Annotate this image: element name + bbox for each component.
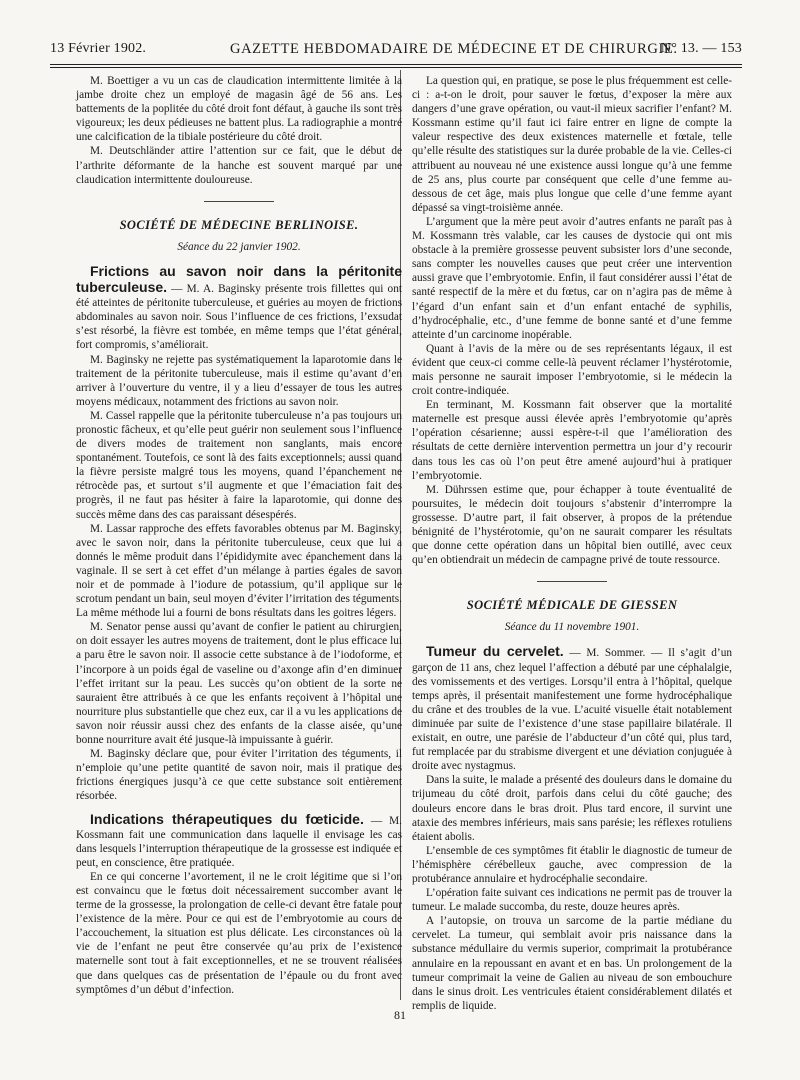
paragraph: En ce qui concerne l’avortement, il ne le croit légitime que si l’on est convaincu que le fœtus doit nécessairement succomber avant le terme de la grossesse, la prolongation de celle-ci devant être fatale pour l’existence de la mère. Pour ce qui est de l’embryotomie au cours de l’accouchement, la situation est plus délicate. Les circonstances où la vie de l’enfant ne peut être conservée qu’au prix de l’existence maternelle sont tout à fait exceptionnelles, et ne se trouvent réalisées que dans quelques cas de présentation de l’épaule ou du front avec symptômes d’un début d’infection. xyxy=(76,870,402,996)
page-number: 81 xyxy=(394,1008,406,1022)
paragraph: — M. A. Baginsky présente trois fillettes qui ont été atteintes de péritonite tuberculeuse, et guéries au moyen de frictions abdominales au savon noir. Sous l’influence de ces frictions, l’exsudat s’est résorbé, la fièvre est tombée, en même temps que l’état général, fort compromis, s’améliorait. xyxy=(76,283,402,352)
session-date: Séance du 11 novembre 1901. xyxy=(504,621,640,634)
paragraph: M. Cassel rappelle que la péritonite tuberculeuse n’a pas toujours un pronostic fâcheux, et qu’elle peut guérir non seulement sous l’influence de divers modes de traitement non sanglants, mais encore spontanément. Toutefois, ce sont là des faits exceptionnels; aussi quand la fièvre persiste malgré tous les moyens, quand l’épanchement ne rétrocède pas, et surtout s’il augmente et que l’émaciation fait des progrès, il ne faut pas hésiter à faire la laparotomie, qui donne des succès même dans des cas paraissant désespérés. xyxy=(76,409,402,521)
paragraph: M. Baginsky ne rejette pas systématiquement la laparotomie dans le traitement de la péritonite tuberculeuse, mais il estime qu’avant d’en arriver à l’ouverture du ventre, il y a lieu d’essayer de tous les autres moyens médicaux, notamment des frictions au savon noir. xyxy=(76,353,402,408)
article-heading: Indications thérapeutiques du fœticide. xyxy=(90,810,364,827)
paragraph: La question qui, en pratique, se pose le plus fréquemment est celle-ci : a-t-on le droit, pour sauver le fœtus, d’exposer la mère aux dangers d’une grave opération, ou vaut-il mieux sacrifier l’enfant? M. Kossmann estime qu’il faut ici faire entrer en ligne de compte la valeur respective des deux existences maternelle et fœtale, telle qu’elle résulte des statistiques sur la durée probable de la vie. Celles-ci attribuent au nouveau né une existence aussi longue qu’à une femme de 25 ans, plus courte par conséquent que celle d’une femme au-dessous de cet âge, mais plus longue que celle d’une femme ayant dépassé sa vingt-troisième année. xyxy=(412,75,732,214)
section-title: SOCIÉTÉ DE MÉDECINE BERLINOISE. xyxy=(119,217,359,232)
separator-rule xyxy=(537,581,607,582)
paragraph: En terminant, M. Kossmann fait observer que la mortalité maternelle est presque aussi élevée après l’embryotomie qu’après l’opération césarienne; aussi espère-t-il que l’amélioration des résultats de cette dernière intervention permettra un jour d’y recourir dans tous les cas où l’on peut être amené aujourd’hui à pratiquer l’embryotomie. xyxy=(412,399,732,482)
paragraph: — M. Kossmann fait une communication dans laquelle il envisage les cas dans lesquels l’interruption thérapeutique de la grossesse est indiquée et peut, en conscience, être pratiquée. xyxy=(76,814,402,869)
paragraph: M. Boettiger a vu un cas de claudication intermittente limitée à la jambe droite chez un employé de magasin âgé de 56 ans. Les battements de la poplitée du côté droit font défaut, à gauche ils sont très vigoureux; les deux pédieuses ne battent plus. La radiographie a montré une calcification de la tibiale postérieure du côté droit. xyxy=(76,75,402,144)
paragraph: Dans la suite, le malade a présenté des douleurs dans le domaine du trijumeau du côté droit, parfois dans celui du côté gauche; des douleurs encore dans le bras droit. Plus tard encore, il survint une ataxie des membres inférieurs, mais sans parésie; les réflexes rotuliens étaient abolis. xyxy=(412,774,732,843)
paragraph: — M. Sommer. — Il s’agit d’un garçon de 11 ans, chez lequel l’affection a débuté par une céphalalgie, des vomissements et des vertiges. Lorsqu’il entra à l’hôpital, quelque temps après, il présentait manifestement une forme hydrocéphalique du crâne et des troubles de la vue. L’acuité visuelle était notablement diminuée par suite de l’existence d’une stase papillaire bilatérale. Il existait, en outre, une parésie de l’abducteur d’un côté qui, plus tard, fut remplacée par du strabisme divergent et une déviation conjuguée à droite avec nystagmus. xyxy=(412,647,732,773)
paragraph: M. Dührssen estime que, pour échapper à toute éventualité de poursuites, le médecin doit toujours s’abstenir d’interrompre la grossesse. D’autre part, il fait observer, à propos de la prétendue bénignité de l’hystérotomie, qu’on ne saurait comparer les résultats que donne cette opération dans un hôpital bien outillé, avec ceux qu’en obtiendrait un médecin de campagne privé de toute ressource. xyxy=(412,483,732,567)
paragraph: L’argument que la mère peut avoir d’autres enfants ne paraît pas à M. Kossmann très valable, car les causes de dystocie qui ont mis obstacle à la première grossesse peuvent subsister lors d’une seconde, sans compter les nouvelles causes que peut créer une intervention aussi grave que l’embryotomie. Enfin, il faut considérer aussi l’état de santé respectif de la mère et du fœtus, car on n’agira pas de même à l’égard d’un enfant sain et d’un enfant entaché de syphilis, d’hydrocéphalie, etc., d’une femme de bonne santé et d’une femme atteinte d’un carcinome inopérable. xyxy=(412,215,732,341)
header-rule-top xyxy=(50,64,742,65)
paragraph: Quant à l’avis de la mère ou de ses représentants légaux, il est évident que ceux-ci comme celle-là peuvent réclamer l’hystérotomie, mais personne ne saurait imposer l’embryotomie, si le médecin la croit contre-indiquée. xyxy=(412,342,732,398)
journal-title: GAZETTE HEBDOMADAIRE DE MÉDECINE ET DE CHIRURGIE. xyxy=(230,41,678,57)
article-heading: Tumeur du cervelet. xyxy=(426,643,564,660)
section-title: SOCIÉTÉ MÉDICALE DE GIESSEN xyxy=(466,598,678,613)
paragraph: A l’autopsie, on trouva un sarcome de la partie médiane du cervelet. La tumeur, qui semblait avoir pris naissance dans la substance médullaire du vermis superior, comprimait la protubérance annulaire en la repoussant en avant et en bas. Un prolongement de la tumeur comprimait la veine de Galien au niveau de son embouchure dans le sinus droit. Les ventricules étaient considérablement dilatés et remplis de liquide. xyxy=(412,915,732,1012)
paragraph: M. Senator pense aussi qu’avant de confier le patient au chirurgien, on doit essayer les autres moyens de traitement, dont le plus efficace lui a paru être le savon noir. Il associe cette substance à de l’iodoforme, et l’incorpore à un poids égal de vaseline ou d’axonge afin d’en diminuer l’effet irritant sur la peau. Les succès qu’on obtient de la sorte ne sauraient être attribués à ce que les enfants reçoivent à l’hôpital une nourriture plus substantielle que chez eux, car il a vu les applications de savon noir réussir aussi chez des enfants de la classe aisée, qu’une bonne nourriture avait été jusque-là impuissante à guérir. xyxy=(76,621,402,747)
paragraph: M. Baginsky déclare que, pour éviter l’irritation des téguments, il n’emploie qu’une petite quantité de savon noir, mais il pratique des frictions énergiques jusqu’à ce que cette substance soit entièrement résorbée. xyxy=(76,748,402,803)
left-column xyxy=(76,74,402,997)
header-rule-bottom xyxy=(50,67,742,68)
session-date: Séance du 22 janvier 1902. xyxy=(177,240,301,253)
separator-rule xyxy=(204,201,274,202)
paragraph: L’opération faite suivant ces indications ne permit pas de trouver la tumeur. Le malade succomba, du reste, douze heures après. xyxy=(412,887,732,914)
paragraph: L’ensemble de ces symptômes fit établir le diagnostic de tumeur de l’hémisphère cérébelleux gauche, avec compression de la protubérance annulaire et hydrocéphalie secondaire. xyxy=(412,844,732,885)
paragraph: M. Deutschländer attire l’attention sur ce fait, que le début de l’arthrite déformante de la hanche est souvent marqué par une claudication intermittente douloureuse. xyxy=(76,145,402,186)
issue-date: 13 Février 1902. xyxy=(50,41,147,56)
right-column xyxy=(412,74,732,1013)
issue-number: N° 13. — 153 xyxy=(660,41,742,56)
page-header xyxy=(50,38,742,64)
article-heading: Frictions au savon noir dans la péritonite tuberculeuse. xyxy=(76,262,402,296)
paragraph: M. Lassar rapproche des effets favorables obtenus par M. Baginsky, avec le savon noir, dans la péritonite tuberculeuse, ceux que lui a donnés le même produit dans l’épididymite avec épanchement dans la vaginale. Il se sert à cet effet d’un mélange à parties égales de savon noir et de pommade à l’iodure de potassium, qu’il applique sur le scrotum pendant un bain, seul moyen d’éviter l’irritation des téguments. La même méthode lui a fourni de bons résultats dans les goitres légers. xyxy=(76,522,402,620)
